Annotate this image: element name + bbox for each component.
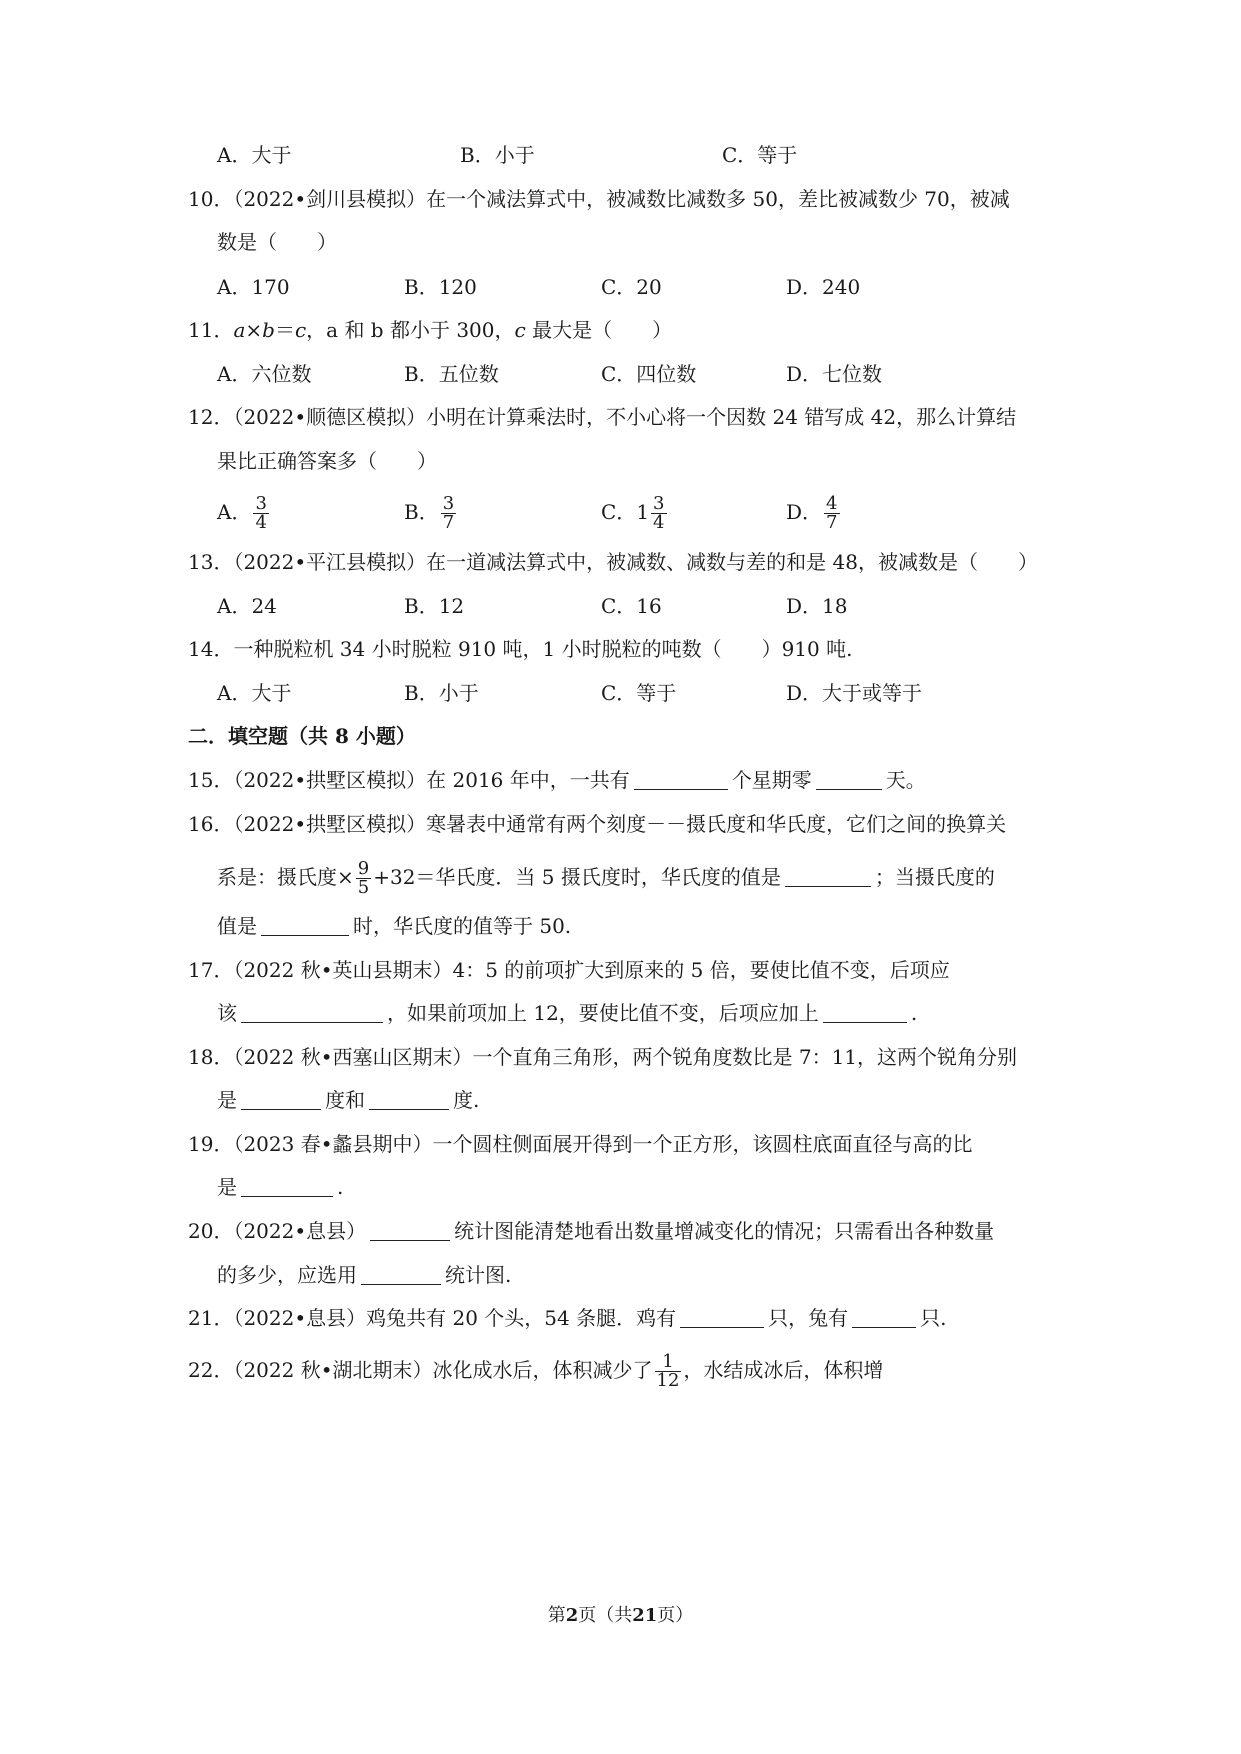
q13-option-d: D．18: [786, 594, 848, 618]
section-heading-fill-in: 二．填空题（共 8 小题）: [188, 724, 416, 748]
answer-blank[interactable]: [634, 767, 728, 790]
q11-text: [188, 315, 672, 345]
fraction-denominator: 7: [442, 512, 455, 533]
q9-option-c: C．等于: [722, 143, 798, 167]
q16-line2-part2: +32＝华氏度．当 5 摄氏度时，华氏度的值是: [373, 865, 781, 889]
q11-times: ×: [245, 318, 263, 342]
q16-line2-part3: ；当摄氏度的: [874, 865, 995, 889]
fraction-numerator: 1: [662, 1351, 674, 1372]
q19-line2-part2: .: [337, 1175, 344, 1199]
answer-blank[interactable]: [823, 1000, 907, 1023]
q19-text-line2: [217, 1172, 343, 1202]
q20-line1-part2: 统计图能清楚地看出数量增减变化的情况；只需看出各种数量: [454, 1219, 995, 1243]
q14-option-b: B．小于: [404, 681, 479, 705]
page-number: 2: [565, 1605, 579, 1626]
q21-part2: 只，兔有: [768, 1306, 849, 1330]
q12-option-d-label: D．: [786, 500, 823, 524]
answer-blank[interactable]: [241, 1087, 321, 1110]
q16-text-line2: [217, 860, 995, 897]
q11-var-a: a: [233, 318, 246, 342]
q9-option-b: B．小于: [460, 143, 535, 167]
answer-blank[interactable]: [816, 767, 882, 790]
q18-text-line1: 18．（2022 秋•西塞山区期末）一个直角三角形，两个锐角度数比是 7：11，这两个锐角分别: [188, 1045, 1018, 1069]
q12-option-c: [601, 495, 669, 532]
q17-text-line2: [217, 998, 917, 1028]
q13-option-b: B．12: [404, 594, 465, 618]
q19-line2-part1: 是: [217, 1175, 237, 1199]
q10-option-b: B．120: [404, 275, 477, 299]
q12-option-d-fraction: [824, 495, 839, 532]
q10-text-line1: 10．（2022•剑川县模拟）在一个减法算式中，被减数比减数多 50，差比被减数少 70，被减: [188, 187, 1010, 211]
fraction-denominator: 4: [653, 512, 665, 533]
q14-option-a: A．大于: [217, 681, 292, 705]
q14-option-d: D．大于或等于: [786, 681, 923, 705]
q15-part1: 15．（2022•拱墅区模拟）在 2016 年中，一共有: [188, 768, 630, 792]
q22-part2: ，水结成冰后，体积增: [683, 1358, 884, 1382]
footer-prefix: 第: [547, 1605, 566, 1626]
q16-line3-part1: 值是: [217, 914, 257, 938]
answer-blank[interactable]: [785, 864, 871, 887]
fraction-numerator: 3: [255, 493, 267, 514]
q10-text-line2: 数是（ ）: [217, 230, 337, 254]
fraction-numerator: 4: [826, 493, 838, 514]
q18-line2-part1: 是: [217, 1088, 237, 1112]
q12-option-a: [217, 495, 271, 532]
q14-option-c: C．等于: [601, 681, 677, 705]
q11-equals: ＝: [274, 318, 295, 342]
q13-option-a: A．24: [217, 594, 277, 618]
q22-part1: 22．（2022 秋•湖北期末）冰化成水后，体积减少了: [188, 1358, 653, 1382]
q11-var-c: c: [294, 318, 307, 342]
q9-option-a: A．大于: [217, 143, 292, 167]
q11-end: 最大是（ ）: [525, 318, 673, 342]
q16-text-line1: 16．（2022•拱墅区模拟）寒暑表中通常有两个刻度－－摄氏度和华氏度，它们之间的换算关: [188, 812, 1007, 836]
answer-blank[interactable]: [369, 1087, 449, 1110]
q20-text-line1: [188, 1216, 994, 1246]
q18-line2-part3: 度.: [453, 1088, 480, 1112]
fraction-denominator: 7: [826, 512, 838, 533]
q11-option-c: C．四位数: [601, 362, 697, 386]
q14-text-line1: 14．一种脱粒机 34 小时脱粒 910 吨，1 小时脱粒的吨数（ ）910 吨.: [188, 637, 853, 661]
answer-blank[interactable]: [361, 1262, 441, 1285]
answer-blank[interactable]: [241, 1174, 333, 1197]
answer-blank[interactable]: [241, 1000, 383, 1023]
page-footer: [0, 1601, 1241, 1627]
q16-text-line3: [217, 911, 571, 941]
q12-option-b-label: B．: [404, 500, 439, 524]
q12-text-line1: 12．（2022•顺德区模拟）小明在计算乘法时，不小心将一个因数 24 错写成 42，那么计算结: [188, 405, 1017, 429]
q17-line2-part3: .: [910, 1001, 918, 1025]
q15-text: [188, 765, 926, 795]
q15-part2: 个星期零: [731, 768, 812, 792]
q11-option-d: D．七位数: [786, 362, 883, 386]
q16-fraction: [356, 860, 371, 897]
q13-text-line1: 13．（2022•平江县模拟）在一道减法算式中，被减数、减数与差的和是 48，被减数是（ ）: [188, 550, 1038, 574]
q11-option-b: B．五位数: [404, 362, 499, 386]
q18-line2-part2: 度和: [325, 1088, 365, 1112]
q12-option-b: [404, 495, 458, 532]
q22-fraction: [655, 1353, 682, 1390]
q20-line2-part2: 统计图.: [445, 1263, 512, 1287]
fraction-numerator: 3: [442, 493, 455, 514]
q12-text-line2: 果比正确答案多（ ）: [217, 449, 437, 473]
q12-option-c-whole: 1: [636, 500, 650, 524]
q17-text-line1: 17．（2022 秋•英山县期末）4：5 的前项扩大到原来的 5 倍，要使比值不变，后项应: [188, 958, 950, 982]
q12-option-b-fraction: [441, 495, 456, 532]
q10-option-d: D．240: [786, 275, 861, 299]
q16-line3-part2: 时，华氏度的值等于 50.: [353, 914, 572, 938]
fraction-denominator: 5: [357, 877, 370, 898]
q21-text: [188, 1303, 946, 1333]
answer-blank[interactable]: [680, 1305, 764, 1328]
q12-option-a-label: A．: [217, 500, 252, 524]
q15-part3: 天。: [885, 768, 926, 792]
answer-blank[interactable]: [852, 1305, 916, 1328]
q17-line2-part1: 该: [217, 1001, 237, 1025]
q16-line2-part1: 系是：摄氏度×: [217, 865, 354, 889]
q20-line2-part1: 的多少，应选用: [217, 1263, 357, 1287]
fraction-denominator: 4: [255, 512, 267, 533]
q21-part1: 21．（2022•息县）鸡兔共有 20 个头，54 条腿．鸡有: [188, 1306, 677, 1330]
q20-text-line2: [217, 1260, 511, 1290]
q11-var-c2: c: [514, 318, 526, 342]
q18-text-line2: [217, 1085, 479, 1115]
q17-line2-part2: ，如果前项加上 12，要使比值不变，后项应加上: [387, 1001, 819, 1025]
q13-option-c: C．16: [601, 594, 662, 618]
answer-blank[interactable]: [261, 913, 349, 936]
footer-mid: 页（共: [578, 1605, 633, 1626]
q11-mid: ，a 和 b 都小于 300，: [306, 318, 515, 342]
q12-option-c-fraction: [651, 495, 666, 532]
q11-var-b: b: [262, 318, 275, 342]
q10-option-c: C．20: [601, 275, 662, 299]
q11-number: 11．: [188, 318, 234, 342]
q12-option-c-label: C．: [601, 500, 637, 524]
fraction-denominator: 12: [656, 1370, 680, 1391]
q10-option-a: A．170: [217, 275, 290, 299]
q12-option-d: [786, 495, 842, 532]
q22-text: [188, 1353, 883, 1390]
q21-part3: 只.: [920, 1306, 947, 1330]
q19-text-line1: 19．（2023 春•蠡县期中）一个圆柱侧面展开得到一个正方形，该圆柱底面直径与高的比: [188, 1132, 973, 1156]
answer-blank[interactable]: [370, 1218, 450, 1241]
q20-line1-part1: 20．（2022•息县）: [188, 1219, 367, 1243]
q11-option-a: A．六位数: [217, 362, 312, 386]
fraction-numerator: 9: [357, 858, 370, 879]
footer-suffix: 页）: [657, 1605, 694, 1626]
fraction-numerator: 3: [653, 493, 665, 514]
page-total: 21: [632, 1605, 658, 1626]
q12-option-a-fraction: [253, 495, 268, 532]
